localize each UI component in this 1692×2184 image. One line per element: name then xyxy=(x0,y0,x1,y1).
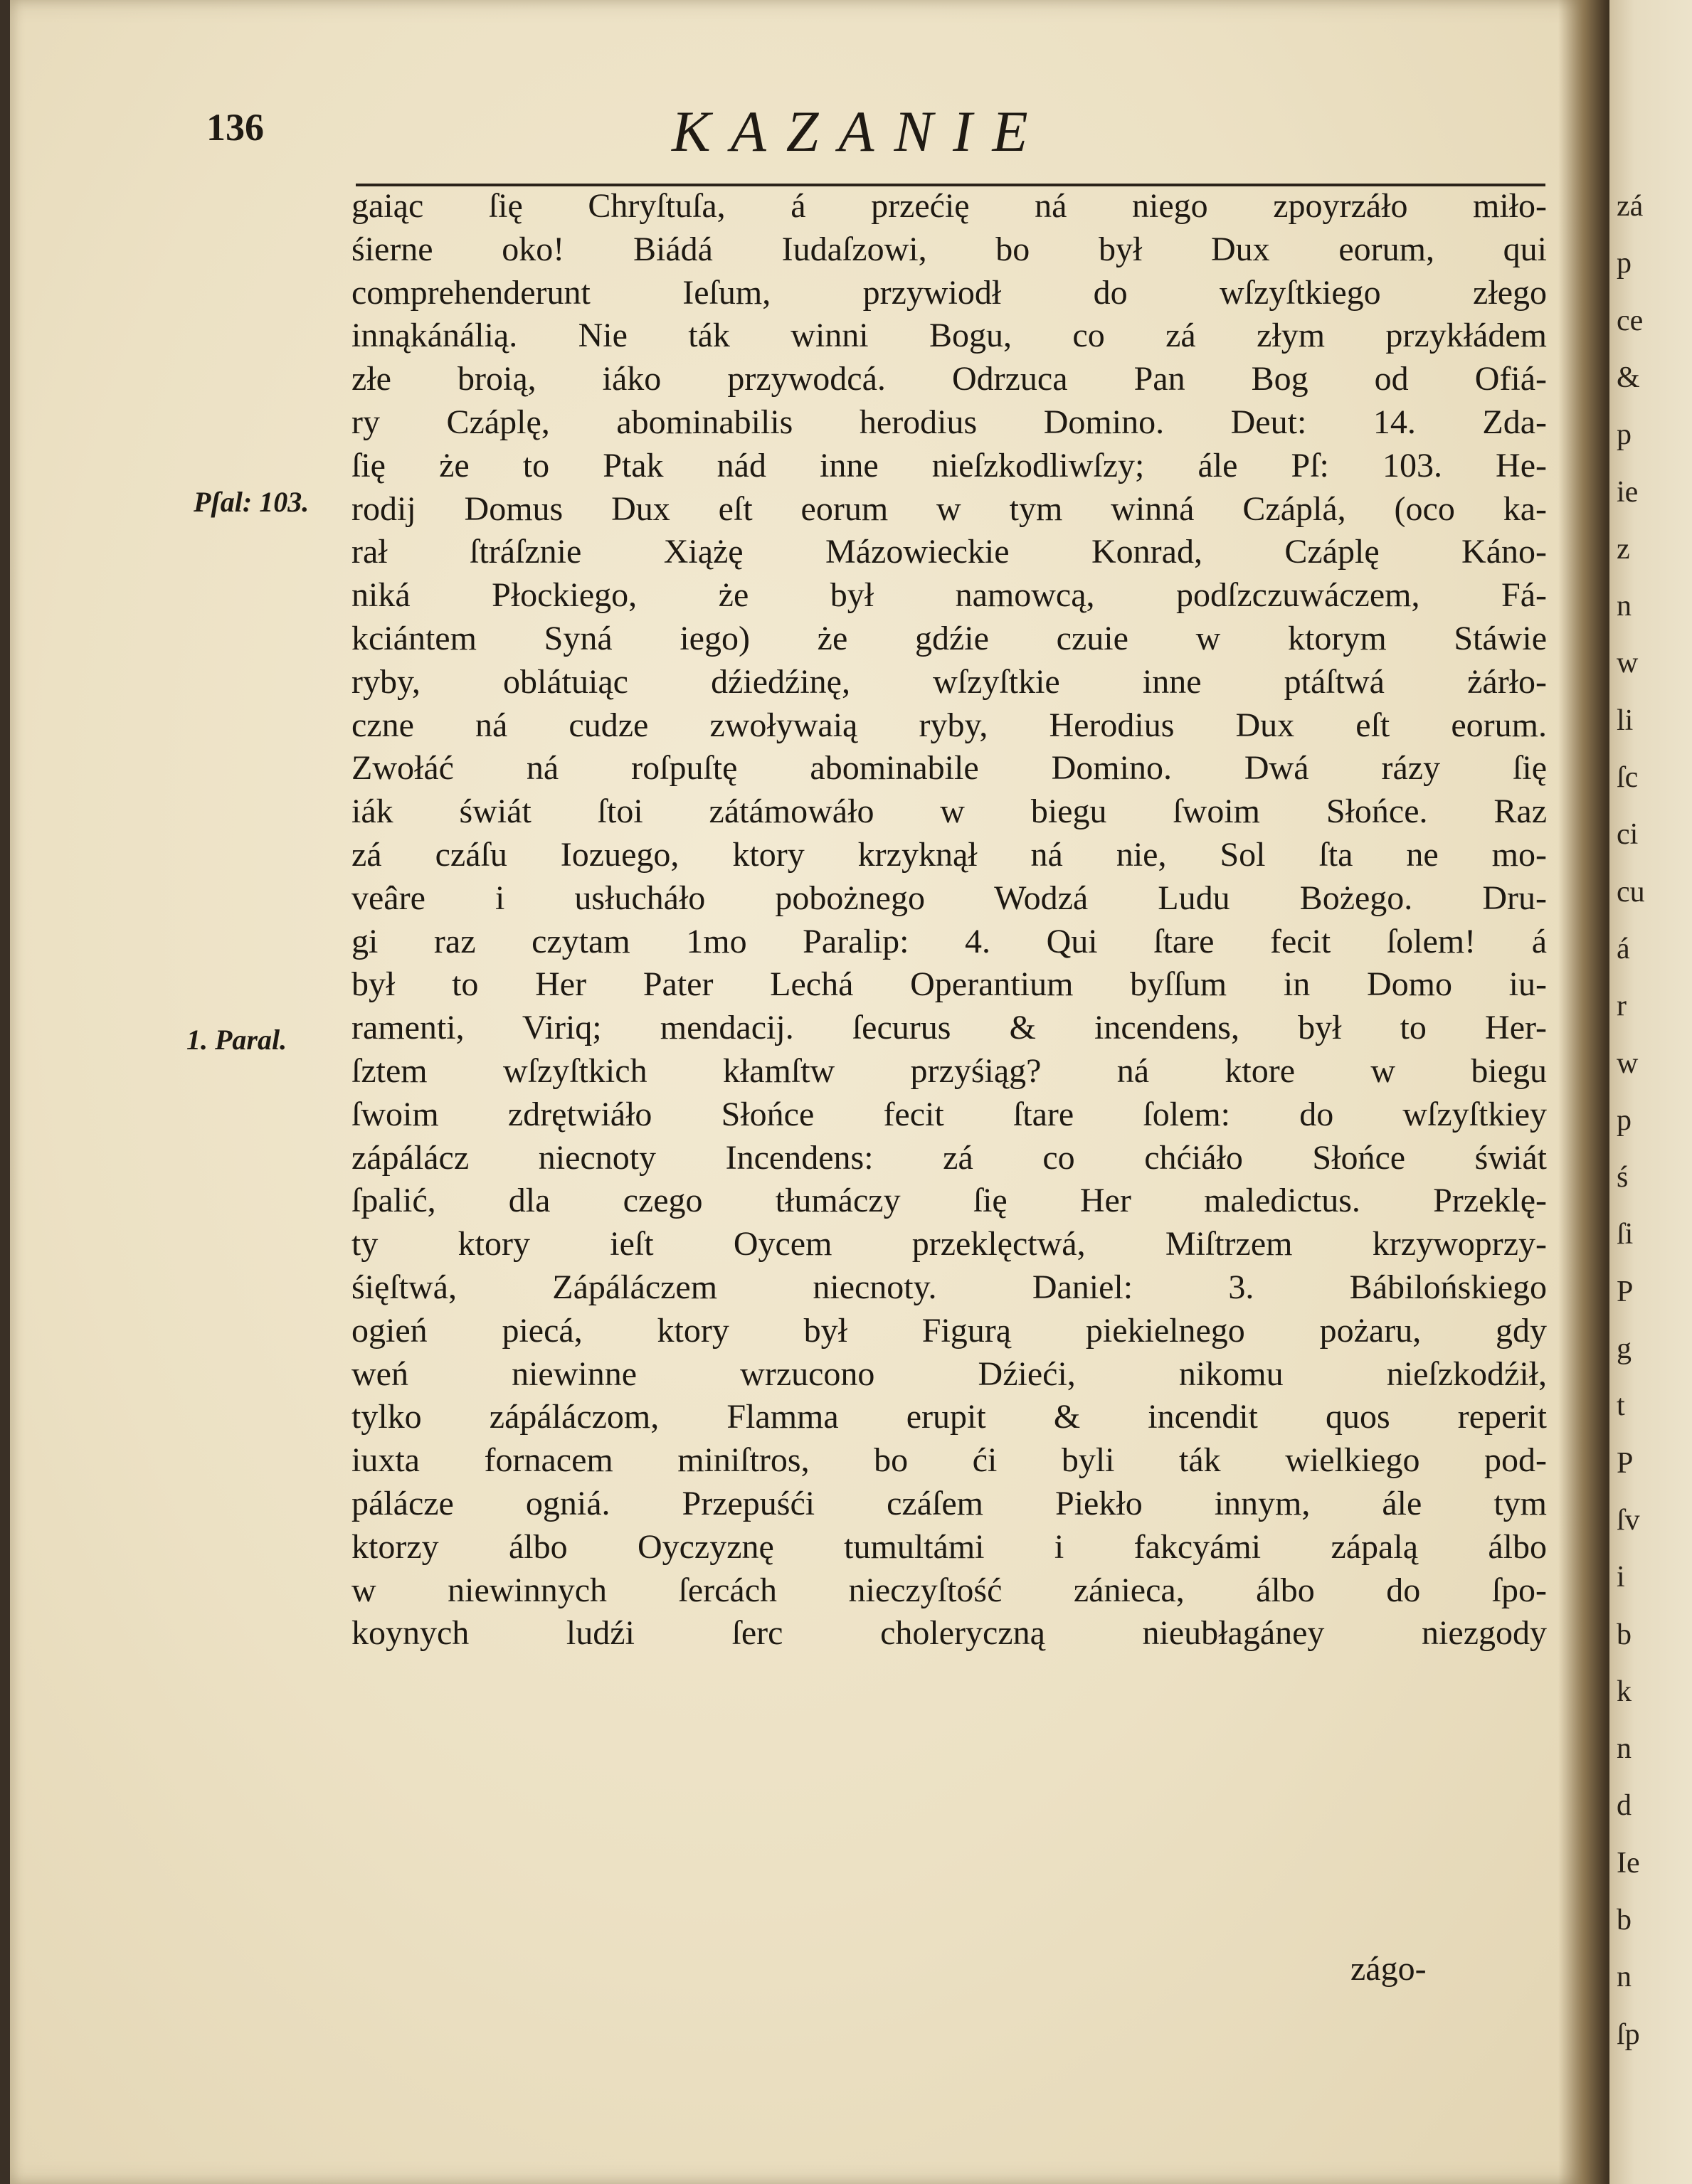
text-line: czne ná cudze zwoływaią ryby, Herodius Dux eſt eorum. xyxy=(351,706,1547,744)
book-gutter xyxy=(1558,0,1615,2184)
adjacent-page-fragment: ce xyxy=(1617,304,1644,337)
adjacent-page-fragment: t xyxy=(1617,1389,1625,1423)
adjacent-page-fragment: z xyxy=(1617,532,1630,566)
adjacent-page-fragment: i xyxy=(1617,1561,1625,1594)
adjacent-page-fragment: b xyxy=(1617,1904,1632,1936)
adjacent-page-fragment: g xyxy=(1617,1332,1632,1365)
adjacent-page-fragment: d xyxy=(1617,1789,1632,1823)
text-line: veâre i usłucháło pobożnego Wodzá Ludu Bożego. Dru- xyxy=(351,879,1547,917)
adjacent-page-fragment: P xyxy=(1617,1446,1634,1480)
text-line: ogień piecá, ktory był Figurą piekielnego pożaru, gdy xyxy=(351,1311,1547,1350)
text-line: iák świát ſtoi zátámowáło w biegu ſwoim Słońce. Raz xyxy=(351,793,1547,831)
book-page xyxy=(10,0,1604,2184)
adjacent-page-fragment: ci xyxy=(1617,818,1639,852)
adjacent-page-fragment: li xyxy=(1617,704,1634,737)
adjacent-page-fragment: p xyxy=(1617,418,1632,452)
text-line: zá czáſu Iozuego, ktory krzyknął ná nie, Sol ſta ne mo- xyxy=(351,835,1547,874)
text-line: ſztem wſzyſtkich kłamſtw przyśiąg? ná ktore w biegu xyxy=(351,1051,1547,1090)
text-line: Zwołáć ná roſpuſtę abominabile Domino. Dwá rázy ſię xyxy=(351,749,1547,788)
text-line: iuxta fornacem miniſtros, bo ći byli ták wielkiego pod- xyxy=(351,1441,1547,1480)
text-line: gaiąc ſię Chryſtuſa, á przećię ná niego zpoyrzáło miło- xyxy=(351,187,1547,225)
adjacent-page-fragment: Ie xyxy=(1617,1846,1640,1880)
adjacent-page-fragment: & xyxy=(1617,361,1640,394)
adjacent-page-fragment: zá xyxy=(1617,190,1644,223)
text-line: śięſtwá, Zápáláczem niecnoty. Daniel: 3. Bábilońskiego xyxy=(351,1268,1547,1306)
adjacent-page-fragment: P xyxy=(1617,1275,1634,1308)
text-line: ramenti, Viriq; mendacij. ſecurus & incendens, był to Her- xyxy=(351,1009,1547,1047)
text-line: rał ſtráſznie Xiążę Mázowieckie Konrad, Czáplę Káno- xyxy=(351,533,1547,571)
running-title: KAZANIE xyxy=(672,99,1048,164)
adjacent-page-fragment: b xyxy=(1617,1618,1632,1651)
adjacent-page-edge xyxy=(1609,0,1692,2184)
adjacent-page-fragment: ſv xyxy=(1617,1503,1640,1537)
body-text xyxy=(351,185,1547,1655)
text-line: gi raz czytam 1mo Paralip: 4. Qui ſtare fecit ſolem! á xyxy=(351,922,1547,960)
text-line: ry Czáplę, abominabilis herodius Domino. Deut: 14. Zda- xyxy=(351,403,1547,441)
text-line: ryby, oblátuiąc dźiedźinę, wſzyſtkie inne ptáſtwá żárło- xyxy=(351,662,1547,701)
text-line: ty ktory ieſt Oycem przeklęctwá, Miſtrzem krzywoprzy- xyxy=(351,1225,1547,1263)
adjacent-page-fragment: w xyxy=(1617,1046,1639,1080)
text-line: rodij Domus Dux eſt eorum w tym winná Czáplá, (oco ka- xyxy=(351,489,1547,528)
text-line: niká Płockiego, że był namowcą, podſzczuwáczem, Fá- xyxy=(351,576,1547,615)
adjacent-page-fragment: ſi xyxy=(1617,1218,1634,1251)
adjacent-page-fragment: ś xyxy=(1617,1161,1629,1194)
text-line: kciántem Syná iego) że gdźie czuie w ktorym Stáwie xyxy=(351,619,1547,657)
margin-note-paralipomenon: 1. Paral. xyxy=(186,1024,287,1056)
text-line: złe broią, iáko przywodcá. Odrzuca Pan Bog od Ofiá- xyxy=(351,360,1547,398)
text-line: innąkánálią. Nie ták winni Bogu, co zá złym przykłádem xyxy=(351,317,1547,355)
adjacent-page-fragment: ie xyxy=(1617,475,1639,509)
text-line: śierne oko! Biádá Iudaſzowi, bo był Dux eorum, qui xyxy=(351,230,1547,268)
text-line: comprehenderunt Ieſum, przywiodł do wſzyſtkiego złego xyxy=(351,273,1547,312)
text-line: ſpalić, dla czego tłumáczy ſię Her maledictus. Przeklę- xyxy=(351,1182,1547,1220)
adjacent-page-fragment: n xyxy=(1617,1961,1632,1994)
text-line: był to Her Pater Lechá Operantium byſſum in Domo iu- xyxy=(351,965,1547,1004)
text-line: tylko zápáláczom, Flamma erupit & incendit quos reperit xyxy=(351,1398,1547,1436)
adjacent-page-fragment: n xyxy=(1617,1732,1632,1766)
text-line: pálácze ogniá. Przepuśći czáſem Piekło innym, ále tym xyxy=(351,1484,1547,1522)
adjacent-page-fragment: k xyxy=(1617,1675,1632,1708)
text-line: ſwoim zdrętwiáło Słońce fecit ſtare ſolem: do wſzyſtkiey xyxy=(351,1095,1547,1133)
adjacent-page-fragment: á xyxy=(1617,932,1630,965)
margin-note-psalm: Pſal: 103. xyxy=(194,486,310,518)
adjacent-page-fragment: r xyxy=(1617,990,1627,1023)
text-line: w niewinnych ſercách nieczyſtość zánieca, álbo do ſpo- xyxy=(351,1571,1547,1609)
text-line: weń niewinne wrzucono Dźieći, nikomu nieſzkodźił, xyxy=(351,1355,1547,1393)
text-line: ſię że to Ptak nád inne nieſzkodliwſzy; ále Pſ: 103. He- xyxy=(351,446,1547,484)
text-line: koynych ludźi ſerc choleryczną nieubłagáney niezgody xyxy=(351,1614,1547,1653)
adjacent-page-fragment: cu xyxy=(1617,875,1645,908)
adjacent-page-fragment: w xyxy=(1617,647,1639,680)
text-line: zápálácz niecnoty Incendens: zá co chćiáło Słońce świát xyxy=(351,1138,1547,1177)
adjacent-page-fragment: n xyxy=(1617,590,1632,623)
adjacent-page-fragment: ſp xyxy=(1617,2018,1640,2051)
adjacent-page-fragment: p xyxy=(1617,247,1632,280)
adjacent-page-fragment: ſc xyxy=(1617,761,1639,794)
adjacent-page-fragment: p xyxy=(1617,1103,1632,1137)
catchword: zágo- xyxy=(1350,1950,1427,1988)
page-number: 136 xyxy=(206,106,264,149)
text-line: ktorzy álbo Oyczyznę tumultámi i fakcyámi zápalą álbo xyxy=(351,1527,1547,1566)
